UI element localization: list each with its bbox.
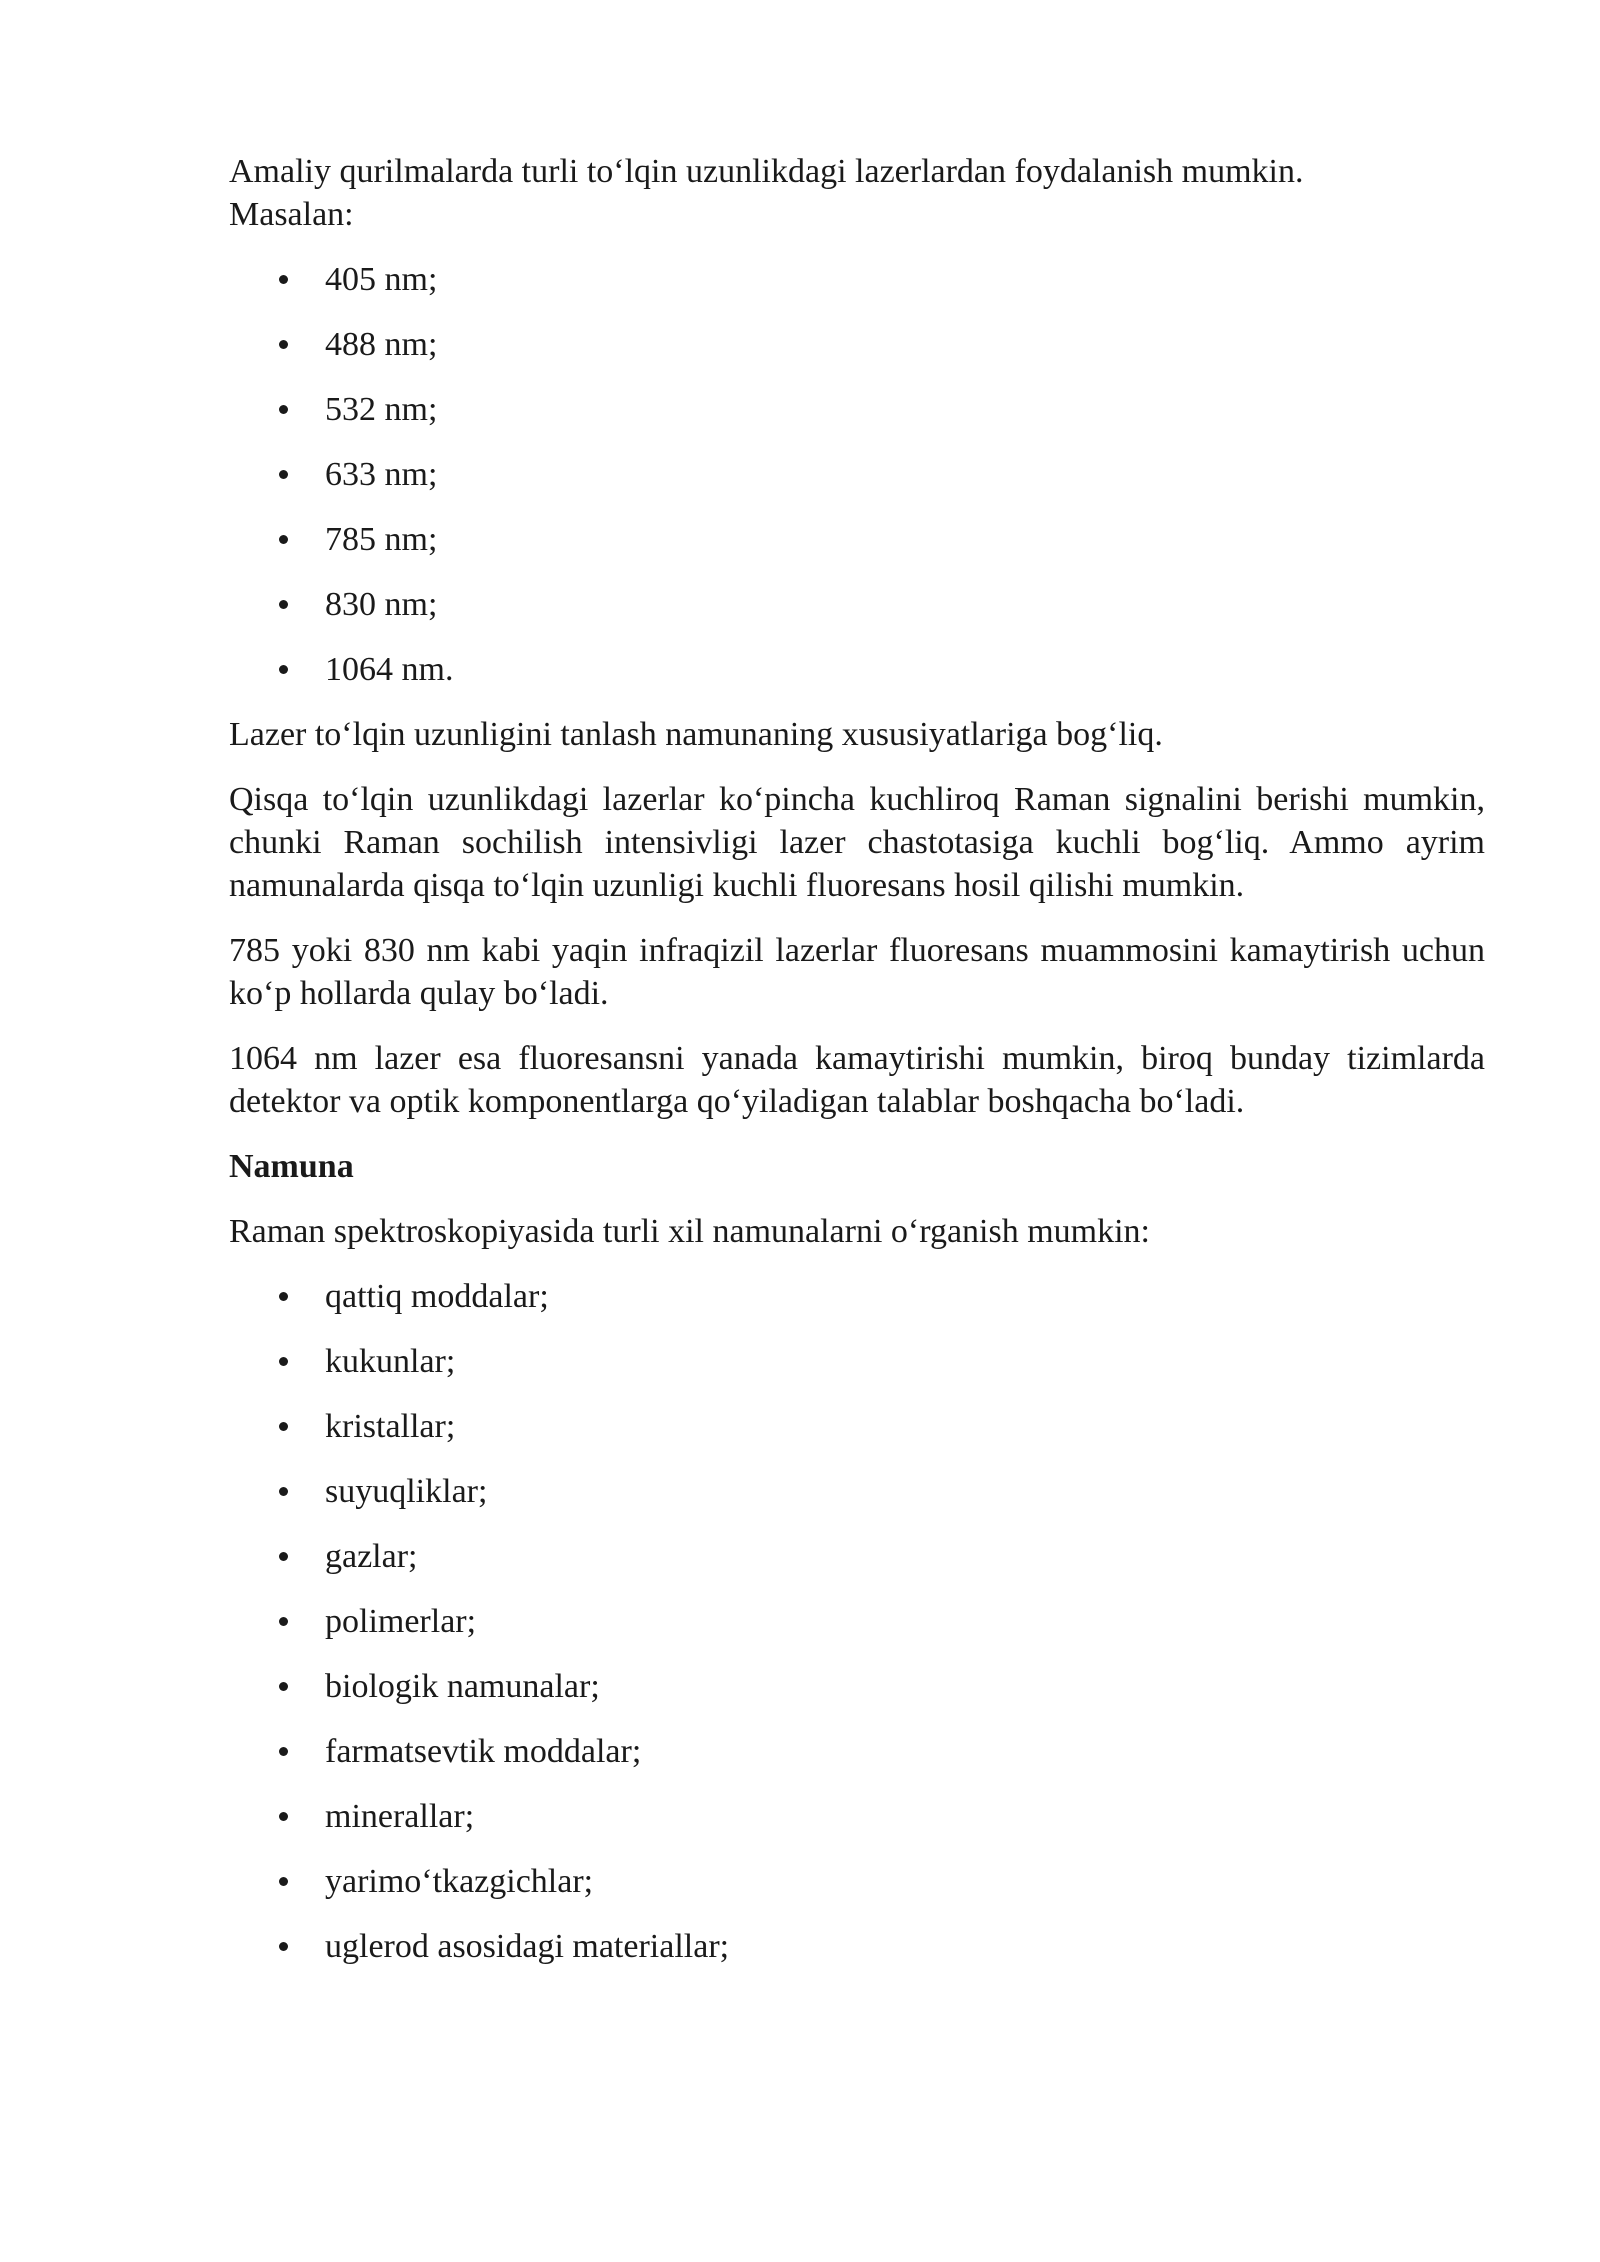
wavelength-list [229, 258, 1485, 691]
list-item: gazlar; [229, 1535, 1485, 1578]
list-item: 405 nm; [229, 258, 1485, 301]
bullet-icon [279, 1682, 288, 1691]
list-item: minerallar; [229, 1795, 1485, 1838]
bullet-icon [279, 1487, 288, 1496]
document-page [229, 150, 1485, 1990]
bullet-icon [279, 1357, 288, 1366]
section-heading: Namuna [229, 1148, 354, 1185]
bullet-icon [279, 1877, 288, 1886]
list-item: 633 nm; [229, 453, 1485, 496]
list-item: 785 nm; [229, 518, 1485, 561]
bullet-icon [279, 470, 288, 479]
list-item: polimerlar; [229, 1600, 1485, 1643]
bullet-icon [279, 1812, 288, 1821]
list-item: farmatsevtik moddalar; [229, 1730, 1485, 1773]
intro-line-1: Amaliy qurilmalarda turli to‘lqin uzunlikdagi lazerlardan foydalanish mumkin. [229, 153, 1304, 190]
bullet-icon [279, 1422, 288, 1431]
list-item: kukunlar; [229, 1340, 1485, 1383]
list-item: suyuqliklar; [229, 1470, 1485, 1513]
list-item: 1064 nm. [229, 648, 1485, 691]
list-item: 830 nm; [229, 583, 1485, 626]
intro-paragraph [229, 150, 1485, 236]
list-item: kristallar; [229, 1405, 1485, 1448]
list-item: yarimo‘tkazgichlar; [229, 1860, 1485, 1903]
bullet-icon [279, 275, 288, 284]
bullet-icon [279, 340, 288, 349]
list-item: 488 nm; [229, 323, 1485, 366]
list-item: uglerod asosidagi materiallar; [229, 1925, 1485, 1968]
bullet-icon [279, 1747, 288, 1756]
bullet-icon [279, 1617, 288, 1626]
bullet-icon [279, 1552, 288, 1561]
list-item: qattiq moddalar; [229, 1275, 1485, 1318]
bullet-icon [279, 600, 288, 609]
bullet-icon [279, 1292, 288, 1301]
section-intro: Raman spektroskopiyasida turli xil namunalarni o‘rganish mumkin: [229, 1213, 1151, 1250]
intro-line-2: Masalan: [229, 196, 354, 233]
bullet-icon [279, 665, 288, 674]
bullet-icon [279, 1942, 288, 1951]
body-paragraph: 785 yoki 830 nm kabi yaqin infraqizil lazerlar fluoresans muammosini kamaytirish uchun ko‘p hollarda qulay bo‘ladi. [229, 932, 1485, 1012]
list-item: biologik namunalar; [229, 1665, 1485, 1708]
bullet-icon [279, 405, 288, 414]
body-paragraph: 1064 nm lazer esa fluoresansni yanada kamaytirishi mumkin, biroq bunday tizimlarda detektor va optik komponentlarga qo‘yiladigan talablar boshqacha bo‘ladi. [229, 1040, 1485, 1120]
body-paragraph: Qisqa to‘lqin uzunlikdagi lazerlar ko‘pincha kuchliroq Raman signalini berishi mumkin, chunki Raman sochilish intensivligi lazer chastotasiga kuchli bog‘liq. Ammo ayrim namunalarda qisqa to‘lqin uzunligi kuchli fluoresans hosil qilishi mumkin. [229, 781, 1485, 904]
list-item: 532 nm; [229, 388, 1485, 431]
sample-list [229, 1275, 1485, 1968]
bullet-icon [279, 535, 288, 544]
body-paragraph: Lazer to‘lqin uzunligini tanlash namunaning xususiyatlariga bog‘liq. [229, 716, 1163, 753]
